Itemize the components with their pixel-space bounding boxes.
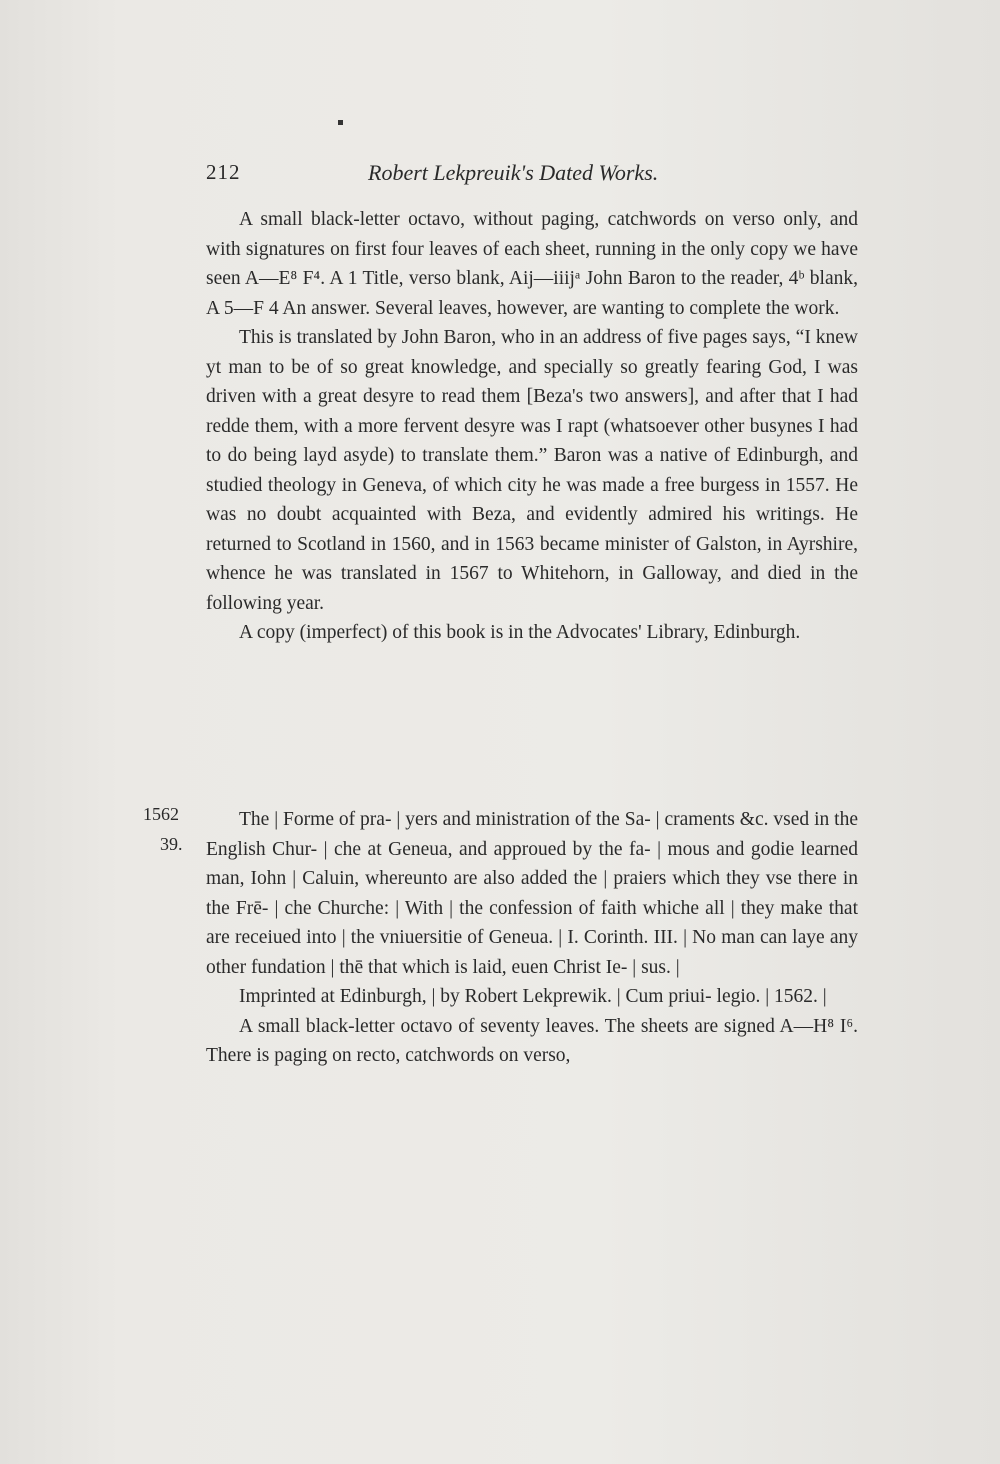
ink-speck — [338, 120, 343, 125]
entry-imprint: Imprinted at Edinburgh, | by Robert Lekprewik. | Cum priui- legio. | 1562. | — [239, 986, 827, 1007]
bibliography-entry — [206, 805, 858, 1071]
text-block-continued — [206, 205, 858, 648]
entry-description: A small black-letter octavo of seventy leaves. The sheets are signed A—H⁸ I⁶. There is paging on recto, catchwords on verso, — [206, 1015, 858, 1066]
paragraph: A copy (imperfect) of this book is in the Advocates' Library, Edinburgh. — [239, 622, 801, 643]
paragraph: A small black-letter octavo, without paging, catchwords on verso only, and with signatures on first four leaves of each sheet, running in the only copy we have seen A—E⁸ F⁴. A 1 Title, verso blank, Aij—iiijᵃ John Baron to the reader, 4ᵇ blank, A 5—F 4 An answer. Several leaves, however, are wanting to complete the work. — [206, 209, 858, 319]
paragraph: This is translated by John Baron, who in an address of five pages says, “I knew yt man to be of so great knowledge, and specially so greatly fearing God, I was driven with a great desyre to read them [Beza's two answers], and after that I had redde them, with a more fervent desyre was I rapt (whatsoever other busynes I had to do being layd asyde) to translate them.” Baron was a native of Edinburgh, and studied theology in Geneva, of which city he was made a free burgess in 1557. He was no doubt acquainted with Beza, and evidently admired his writings. He returned to Scotland in 1560, and in 1563 became minister of Galston, in Ayrshire, whence he was translated in 1567 to Whitehorn, in Galloway, and died in the following year. — [206, 327, 858, 614]
margin-entry-number: 39. — [160, 834, 183, 854]
margin-year: 1562 — [143, 804, 179, 824]
running-title: Robert Lekpreuik's Dated Works. — [368, 160, 659, 185]
entry-title-transcription: The | Forme of pra- | yers and ministration of the Sa- | craments &c. vsed in the English Chur- | che at Geneua, and approued by the fa- | mous and godie learned man, Iohn | Caluin, whereunto are also added the | praiers which they vse there in the Frē- | che Churche: | With | the confession of faith whiche all | they make that are receiued into | the vniuersitie of Geneua. | I. Corinth. III. | No man can laye any other fundation | thē that which is laid, euen Christ Ie- | sus. | — [206, 809, 858, 978]
page-header — [206, 160, 856, 190]
page-number: 212 — [206, 160, 241, 184]
